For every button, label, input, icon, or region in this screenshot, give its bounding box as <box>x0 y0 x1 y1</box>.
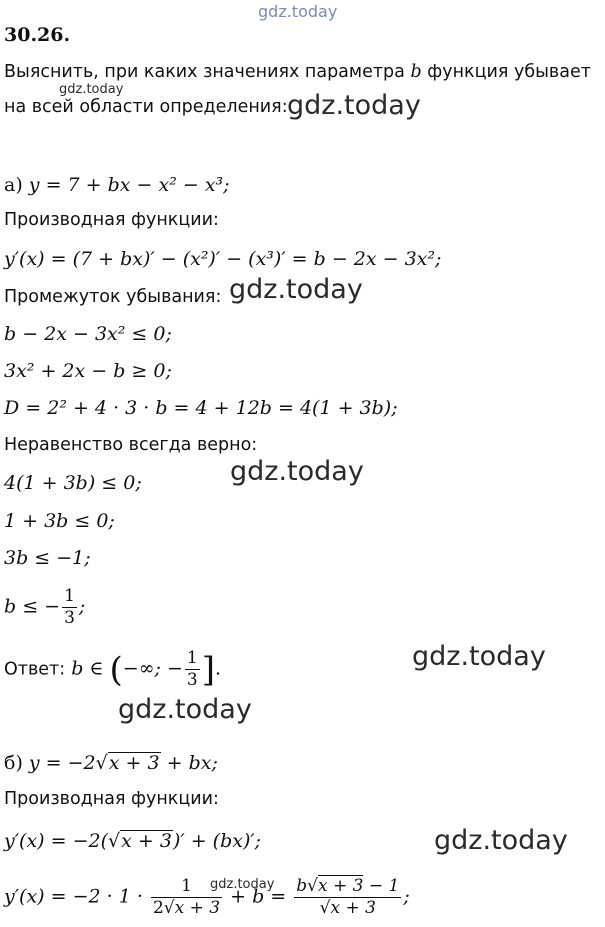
answer-end: . <box>214 657 222 680</box>
answer-fraction <box>185 650 200 689</box>
fraction-numerator: 1 <box>151 878 222 898</box>
answer-lhs: b ∈ <box>71 657 104 680</box>
sqrt-radicand: x + 3 <box>330 898 376 918</box>
part-b-func-rhs: + bx; <box>166 752 218 774</box>
num-b: b <box>296 876 308 896</box>
fraction <box>294 878 401 917</box>
answer-label: Ответ: <box>4 659 66 680</box>
step7-end: ; <box>78 595 86 618</box>
fraction-denominator: √x + 3 <box>319 898 376 918</box>
watermark-top: gdz.today <box>258 2 338 21</box>
part-b-func-lhs: y = −2 <box>28 752 96 774</box>
part-a-step1: b − 2x − 3x² ≤ 0; <box>4 323 172 345</box>
answer-open-bracket: ( <box>109 649 123 690</box>
sqrt: √x + 3 <box>95 752 160 774</box>
part-a-label: а) <box>4 174 23 196</box>
step7-lhs: b ≤ − <box>4 595 61 618</box>
watermark: gdz.today <box>118 694 252 725</box>
fraction-numerator: 1 <box>186 648 198 668</box>
problem-statement <box>4 64 591 82</box>
parameter-b: b <box>410 62 422 82</box>
d2-end: ; <box>403 885 410 908</box>
d2-mid: + b = <box>230 885 287 908</box>
part-b-derivative-2 <box>4 878 410 917</box>
part-a-step5: 1 + 3b ≤ 0; <box>4 510 115 532</box>
part-a-step7 <box>4 588 85 627</box>
watermark: gdz.today <box>229 274 363 305</box>
answer-mid: −∞; − <box>122 657 183 680</box>
part-a-interval-label: Промежуток убывания: <box>4 287 222 307</box>
part-a-always-label: Неравенство всегда верно: <box>4 435 258 455</box>
sqrt: √x + 3 <box>108 830 172 852</box>
answer-close-bracket: ] <box>201 649 215 690</box>
problem-number: 30.26. <box>4 24 71 46</box>
sqrt-radicand: x + 3 <box>318 876 364 896</box>
statement-part-1: Выяснить, при каких значениях параметра <box>4 62 405 82</box>
fraction-denominator: 3 <box>64 608 75 628</box>
fraction-numerator: b√x + 3 − 1 <box>296 876 400 896</box>
part-a-func: y = 7 + bx − x² − x³; <box>28 174 230 196</box>
part-a-deriv-label: Производная функции: <box>4 210 219 230</box>
watermark: gdz.today <box>412 641 546 672</box>
fraction-numerator: 1 <box>64 586 75 606</box>
part-a-answer <box>4 650 221 689</box>
part-b-deriv-label: Производная функции: <box>4 789 219 809</box>
watermark-small: gdz.today <box>210 877 275 892</box>
num-tail: − 1 <box>363 876 400 896</box>
sqrt-radicand: x + 3 <box>121 830 172 852</box>
part-a-discriminant: D = 2² + 4 · 3 · b = 4 + 12b = 4(1 + 3b); <box>4 397 398 419</box>
part-b-label: б) <box>4 752 23 774</box>
part-b-function <box>4 752 218 773</box>
part-a-function <box>4 176 230 195</box>
deriv-lhs: y′(x) = −2( <box>4 830 109 852</box>
fraction <box>151 878 222 917</box>
part-a-step2: 3x² + 2x − b ≥ 0; <box>4 360 172 382</box>
problem-statement-cont: на всей области определения: <box>4 97 288 117</box>
part-b-derivative <box>4 830 261 851</box>
d2-lhs: y′(x) = −2 · 1 · <box>4 885 143 908</box>
watermark: gdz.today <box>287 90 421 121</box>
watermark: gdz.today <box>434 825 568 856</box>
watermark: gdz.today <box>230 456 364 487</box>
fraction-denominator: 3 <box>186 670 198 690</box>
fraction-denominator: 2√x + 3 <box>152 898 221 918</box>
sqrt-radicand: x + 3 <box>174 898 221 918</box>
part-a-step4: 4(1 + 3b) ≤ 0; <box>4 472 142 494</box>
deriv-rhs: )′ + (bx)′; <box>172 830 262 852</box>
statement-part-2: функция убывает <box>427 62 591 82</box>
part-a-derivative: y′(x) = (7 + bx)′ − (x²)′ − (x³)′ = b − 2x − 3x²; <box>4 248 442 270</box>
sqrt-radicand: x + 3 <box>108 752 160 774</box>
fraction <box>62 588 77 627</box>
part-a-step6: 3b ≤ −1; <box>4 547 91 569</box>
den-coef: 2 <box>152 898 164 918</box>
watermark-small: gdz.today <box>59 82 124 97</box>
